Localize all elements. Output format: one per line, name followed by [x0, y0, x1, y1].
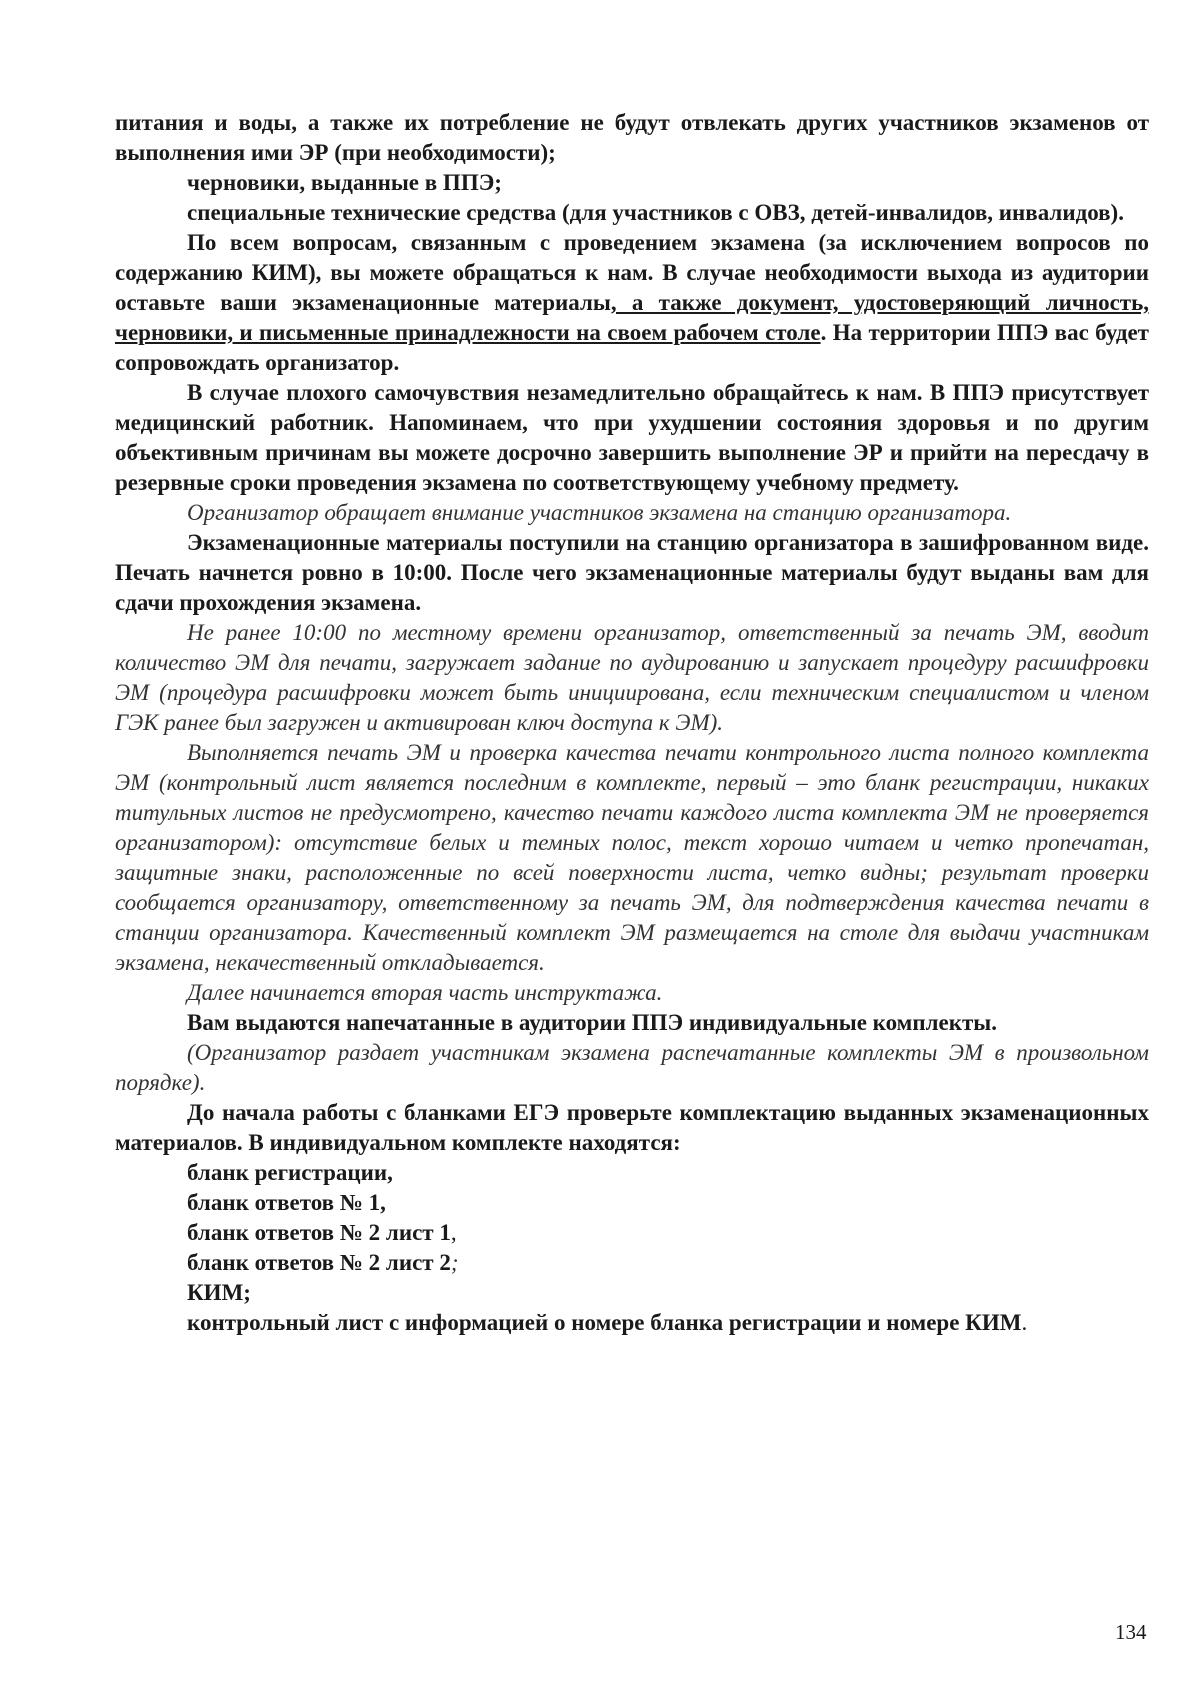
document-page [115, 108, 1149, 1338]
questions-underlined-text: , а также документ, удостоверяющий личность, черновики, и письменные принадлежности на своем рабочем столе [115, 290, 1149, 345]
paragraph-check-kit: До начала работы с бланками ЕГЭ проверьте комплектацию выданных экзаменационных материалов. В индивидуальном комплекте находятся: [115, 1100, 1149, 1155]
list-item-text: контрольный лист с информацией о номере бланка регистрации и номере КИМ [187, 1310, 1022, 1335]
paragraph-drafts: черновики, выданные в ППЭ; [187, 170, 502, 195]
list-item-punctuation: . [1021, 1310, 1028, 1335]
paragraph-food-water: питания и воды, а также их потребление не будут отвлекать других участников экзаменов от выполнения ими ЭР (при необходимости); [115, 110, 1149, 165]
list-item-registration-form: бланк регистрации, [187, 1160, 393, 1185]
paragraph-station-note: Организатор обращает внимание участников экзамена на станцию организатора. [187, 500, 1012, 525]
page-number: 134 [1115, 1620, 1147, 1644]
paragraph-distribution-note: (Организатор раздает участникам экзамена распечатанные комплекты ЭМ в произвольном порядке). [115, 1040, 1149, 1095]
questions-text-end: . На территории ППЭ вас будет сопровождать организатор. [115, 320, 1149, 375]
paragraph-technical-means: специальные технические средства (для участников с ОВЗ, детей-инвалидов, инвалидов). [187, 200, 1124, 225]
paragraph-second-part: Далее начинается вторая часть инструктажа. [187, 980, 663, 1005]
paragraph-print-quality: Выполняется печать ЭМ и проверка качества печати контрольного листа полного комплекта ЭМ (контрольный лист является последним в комплекте, первый – это бланк регистрации, никаких титульных листов не предусмотрено, качество печати каждого листа комплекта ЭМ не проверяется организатором): отсутствие белых и темных полос, текст хорошо читаем и четко пропечатан, защитные знаки, расположенные по всей поверхности листа, четко видны; результат проверки сообщается организатору, ответственному за печать ЭМ, для подтверждения качества печати в станции организатора. Качественный комплект ЭМ размещается на столе для выдачи участникам экзамена, некачественный откладывается. [115, 740, 1149, 975]
paragraph-print-procedure: Не ранее 10:00 по местному времени организатор, ответственный за печать ЭМ, вводит количество ЭМ для печати, загружает задание по аудированию и запускает процедуру расшифровки ЭМ (процедура расшифровки может быть инициирована, если техническим специалистом и членом ГЭК ранее был загружен и активирован ключ доступа к ЭМ). [115, 620, 1149, 735]
list-item-answer-form-2-sheet-2 [115, 1248, 1149, 1278]
list-item-punctuation: ; [450, 1250, 459, 1275]
list-item-answer-form-1: бланк ответов № 1, [187, 1190, 386, 1215]
paragraph-materials-arrived: Экзаменационные материалы поступили на станцию организатора в зашифрованном виде. Печать начнется ровно в 10:00. После чего экзаменационные материалы будут выданы вам для сдачи прохождения экзамена. [115, 530, 1149, 615]
list-item-text: бланк ответов № 2 лист 1 [187, 1220, 451, 1245]
paragraph-sets-issued: Вам выдаются напечатанные в аудитории ППЭ индивидуальные комплекты. [187, 1010, 997, 1035]
list-item-text: бланк ответов № 2 лист 2 [187, 1250, 451, 1275]
questions-text-start: По всем вопросам, связанным с проведением экзамена (за исключением вопросов по содержанию КИМ), вы можете обращаться к нам. В случае необходимости выхода из аудитории оставьте ваши экзаменационные материалы [115, 230, 1149, 315]
list-item-answer-form-2-sheet-1 [115, 1218, 1149, 1248]
list-item-kim: КИМ; [187, 1280, 251, 1305]
paragraph-questions [115, 228, 1149, 378]
paragraph-health: В случае плохого самочувствия незамедлительно обращайтесь к нам. В ППЭ присутствует медицинский работник. Напоминаем, что при ухудшении состояния здоровья и по другим объективным причинам вы можете досрочно завершить выполнение ЭР и прийти на пересдачу в резервные сроки проведения экзамена по соответствующему учебному предмету. [115, 380, 1149, 495]
list-item-punctuation: , [450, 1220, 457, 1245]
list-item-control-sheet [115, 1308, 1149, 1338]
